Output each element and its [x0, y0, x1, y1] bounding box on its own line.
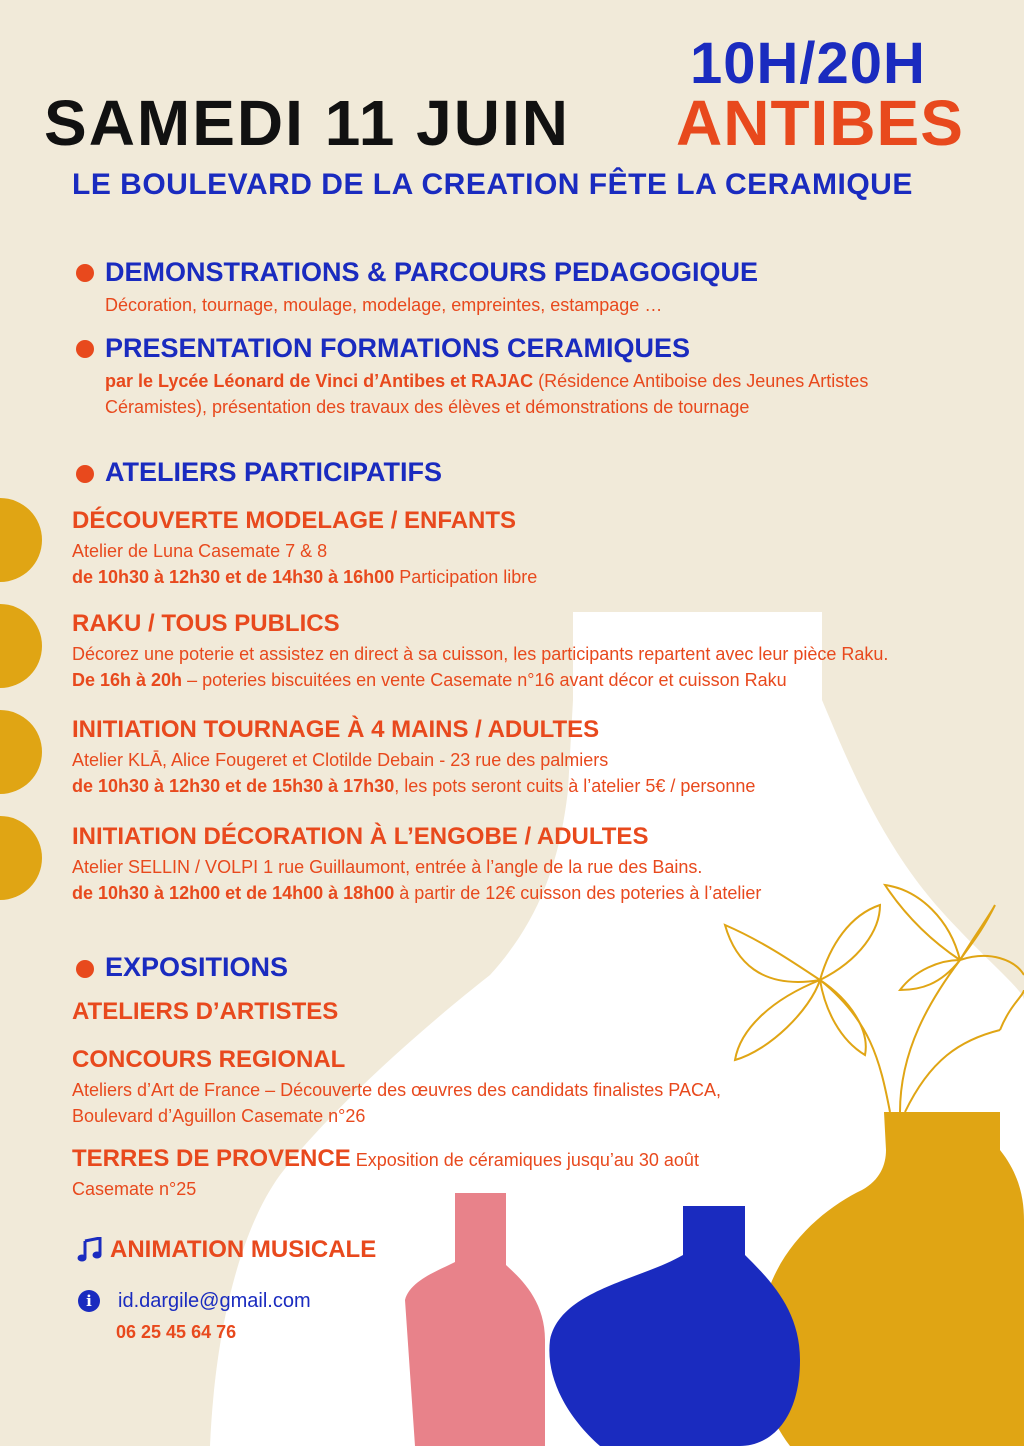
mustard-half-circle-2: [0, 604, 42, 688]
atelier-3-schedule: [72, 773, 755, 799]
formations-text-1: (Résidence Antiboise des Jeunes Artistes: [533, 371, 869, 391]
atelier-2-rest: – poteries biscuitées en vente Casemate n°16 avant décor et cuisson Raku: [182, 670, 787, 690]
section-title-ateliers: ATELIERS PARTICIPATIFS: [105, 457, 442, 487]
atelier-2-schedule: [72, 667, 787, 693]
formations-line-1: [105, 368, 868, 394]
event-date: SAMEDI 11 JUIN: [44, 87, 570, 159]
atelier-4-hours: de 10h30 à 12h00 et de 14h00 à 18h00: [72, 883, 395, 903]
atelier-1-title: DÉCOUVERTE MODELAGE / ENFANTS: [72, 507, 517, 534]
contact-email[interactable]: id.dargile@gmail.com: [118, 1290, 311, 1312]
atelier-2-title: RAKU / TOUS PUBLICS: [72, 610, 340, 637]
section-title-formations: PRESENTATION FORMATIONS CERAMIQUES: [105, 333, 691, 363]
ateliers-artistes-title: ATELIERS D’ARTISTES: [72, 998, 339, 1025]
event-time: 10H/20H: [690, 31, 926, 96]
concours-title: CONCOURS REGIONAL: [72, 1046, 346, 1073]
concours-line-1: Ateliers d’Art de France – Découverte des œuvres des candidats finalistes PACA,: [72, 1080, 721, 1100]
concours-line-2: Boulevard d’Aguillon Casemate n°26: [72, 1106, 366, 1126]
music-note-icon: [76, 1237, 102, 1263]
contact-phone[interactable]: 06 25 45 64 76: [116, 1322, 237, 1342]
terres-title: TERRES DE PROVENCE: [72, 1145, 351, 1172]
atelier-2-hours: De 16h à 20h: [72, 670, 183, 690]
terres-text: Exposition de céramiques jusqu’au 30 août: [350, 1150, 699, 1170]
bullet-dot: [76, 465, 94, 483]
atelier-3-title: INITIATION TOURNAGE À 4 MAINS / ADULTES: [72, 716, 600, 743]
info-icon: i: [78, 1290, 100, 1312]
bullet-dot: [76, 960, 94, 978]
formations-line-2: Céramistes), présentation des travaux des élèves et démonstrations de tournage: [105, 397, 750, 417]
formations-bold: par le Lycée Léonard de Vinci d’Antibes et RAJAC: [105, 371, 534, 391]
atelier-3-hours: de 10h30 à 12h30 et de 15h30 à 17h30: [72, 776, 395, 796]
mustard-half-circle-4: [0, 816, 42, 900]
bullet-dot: [76, 264, 94, 282]
atelier-4-rest: à partir de 12€ cuisson des poteries à l’atelier: [394, 883, 762, 903]
terres-line-2: Casemate n°25: [72, 1179, 197, 1199]
atelier-1-line: Atelier de Luna Casemate 7 & 8: [72, 541, 328, 561]
event-subtitle: LE BOULEVARD DE LA CREATION FÊTE LA CERAMIQUE: [72, 168, 913, 201]
atelier-4-title: INITIATION DÉCORATION À L’ENGOBE / ADULTES: [72, 823, 649, 850]
section-title-demos: DEMONSTRATIONS & PARCOURS PEDAGOGIQUE: [105, 257, 759, 287]
atelier-1-hours: de 10h30 à 12h30 et de 14h30 à 16h00: [72, 567, 395, 587]
atelier-1-rest: Participation libre: [394, 567, 538, 587]
terres-line-1: [72, 1145, 699, 1173]
music-title: ANIMATION MUSICALE: [110, 1236, 377, 1263]
atelier-4-line: Atelier SELLIN / VOLPI 1 rue Guillaumont, entrée à l’angle de la rue des Bains.: [72, 857, 703, 877]
event-city: ANTIBES: [676, 87, 964, 159]
atelier-2-line: Décorez une poterie et assistez en direct à sa cuisson, les participants repartent avec leur pièce Raku.: [72, 644, 889, 664]
demos-text: Décoration, tournage, moulage, modelage, empreintes, estampage …: [105, 295, 663, 315]
atelier-3-rest: , les pots seront cuits à l’atelier 5€ / personne: [394, 776, 756, 796]
atelier-3-line: Atelier KLĀ, Alice Fougeret et Clotilde Debain - 23 rue des palmiers: [72, 750, 609, 770]
mustard-half-circle-3: [0, 710, 42, 794]
atelier-1-schedule: [72, 564, 537, 590]
atelier-4-schedule: [72, 880, 761, 906]
section-title-expositions: EXPOSITIONS: [105, 952, 289, 982]
mustard-half-circle-1: [0, 498, 42, 582]
bullet-dot: [76, 340, 94, 358]
